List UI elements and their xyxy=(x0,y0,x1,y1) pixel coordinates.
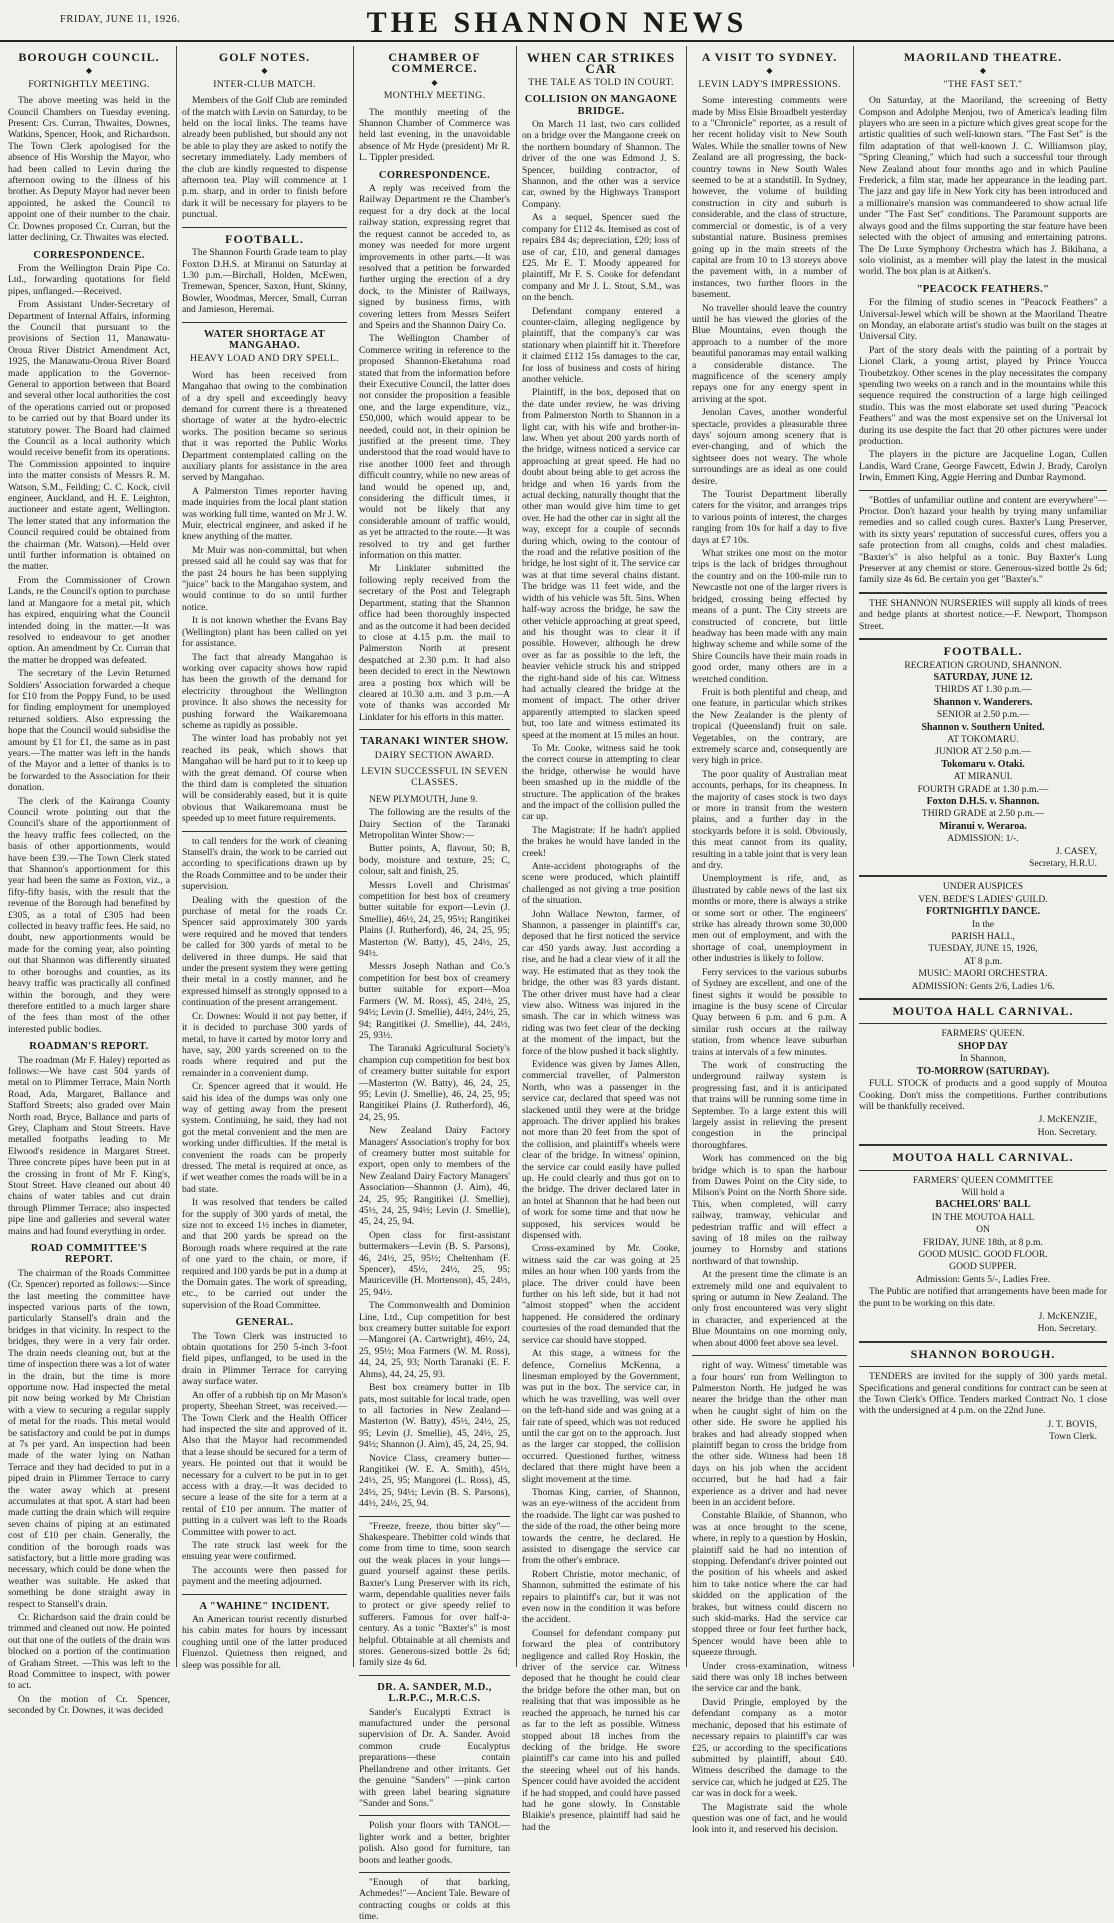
paragraph: Cr. Spencer agreed that it would. He said his idea of the dumps was only one way of getting away from the present system. Continuing, he said, they had not got the metal convenient and the men are working under difficulties. If the metal is convenient the roads can be properly dressed. The metal is required at once, as if wet weather comes the roads will be in a bad state. xyxy=(182,1081,347,1195)
section-heading: "PEACOCK FEATHERS." xyxy=(916,283,1050,295)
column-theatre-ads xyxy=(859,46,1107,1667)
article-title: GOLF NOTES. xyxy=(218,50,311,64)
ad-line: Miranui v. Weraroa. xyxy=(939,820,1027,832)
paragraph: Thomas King, carrier, of Shannon, was an eye-witness of the accident from the roadside. The light car was pushed to the side of the road, the other being more towards the centre, he declared. He assisted to disengage the service car from the other's embrace. xyxy=(522,1486,680,1567)
separator xyxy=(182,322,347,323)
divider: ◆ xyxy=(261,66,268,76)
paragraph: Work has commenced on the big bridge which is to span the harbour from Dawes Point on the City side, to Milson's Point on the North Shore side. This, when completed, will carry railway, tramway, vehicular and pedestrian traffic and will effect a saving of 18 miles on the railway journey to Hornsby and stations northward of that township. xyxy=(692,1153,847,1267)
paragraph: Ante-accident photographs of the scene were produced, which plaintiff challenged as not giving a true position of the situation. xyxy=(522,861,680,907)
ad-line: GOOD SUPPER. xyxy=(949,1261,1017,1273)
ad-line: Foxton D.H.S. v. Shannon. xyxy=(926,795,1040,807)
column-rule xyxy=(176,46,177,1667)
ad-signature: Town Clerk. xyxy=(1049,1431,1097,1443)
article-title: WHEN CAR STRIKES CAR xyxy=(526,50,676,77)
paragraph: It was resolved that tenders be called for the supply of 300 yards of metal, the size not to exceed 1½ inches in diameter, and that 200 yards be spread on the Borough roads where required at the rate of one yard to the chain, or more, if required and 100 yards be put in a dump at the Domain gates. The work of spreading, etc., to be carried out under the supervision of the Road Committee. xyxy=(182,1197,347,1311)
section-heading: COLLISION ON MANGAONE BRIDGE. xyxy=(524,94,678,117)
ad-signature: J. McKENZIE, xyxy=(1038,1311,1097,1322)
advertisement: Sander's Eucalypti Extract is manufactured under the personal supervision of Dr. A. Sander. Avoid common crude Eucalyptus preparations—these contain Phellandrene and other irritants. Get the genuine "Sanders" —pink carton with green label bearing signature "Sander and Sons." xyxy=(359,1706,510,1809)
article-title: FOOTBALL. xyxy=(225,231,304,246)
paragraph: Mr Muir was non-committal, but when pressed said all he could say was that for the past 24 hours he has been supplying "juice" back to the Mangahao system, and would continue to do so until further notice. xyxy=(182,544,347,613)
article-title: BOROUGH COUNCIL. xyxy=(18,50,160,64)
paragraph: Fruit is both plentiful and cheap, and one feature, in particular which strikes the New Zealander is the plenty of tropical (Queensland) fruit on sale. Vegetables, on the contrary, are extremely scarce and, consequently are very high in price. xyxy=(692,686,847,767)
paragraph: The winter load has probably not yet reached its peak, which shows that Mangahao will be hard put to it to keep up with the great demand. Of course when the third dam is completed the situation will be considerably eased, but it is quite obvious that Waikaremoana must be speeded up to meet future requirements. xyxy=(182,733,347,825)
article-title: A "WAHINE" INCIDENT. xyxy=(199,1600,330,1612)
paragraph: The secretary of the Levin Returned Soldiers' Association forwarded a cheque for £10 from the Poppy Fund, to be used for finding employment for unemployed returned soldiers. Also expressing the hope that the Council would subsidise the amount by £1 for £1, the same as in past years.—The matter was left in the hands of the Mayor and a letter of thanks is to be forwarded to the Association for their donation. xyxy=(8,668,170,794)
separator xyxy=(859,638,1107,640)
divider: ◆ xyxy=(979,66,987,76)
ad-line: PARISH HALL, xyxy=(951,931,1015,943)
ad-line: Admission: Gents 5/-, Ladies Free. xyxy=(915,1273,1051,1285)
paragraph: The rate struck last week for the ensuing year were confirmed. xyxy=(182,1539,347,1563)
paragraph: New Zealand Dairy Factory Managers' Association's trophy for box of creamery butter most suitable for export, open only to members of the New Zealand Dairy Factory Managers' Association—Shannon (J. Aim), 46, 24, 25, 95; Rangitikei (J. Smellie), 45½, 24, 25, 94½; Levin (J. Smellie), 45, 24, 25, 94. xyxy=(359,1125,510,1228)
ad-line: VEN. BEDE'S LADIES' GUILD. xyxy=(918,893,1048,905)
paragraph: The clerk of the Kairanga County Council wrote pointing out that the Council's share of the apportionment of the heavy traffic fees collected, on the basis of other apportionments, would have been £39.—The Town Clerk stated that Shannon's apportionment for this year had been the same as Foxton, viz., a fifty-fifty basis, with the result that the revenue of the Borough had benefited by £305, as a total of £305 had been collected in heavy traffic fees. He said, no doubt, new apportionments would be made for the coming year, also pointing out that Shannon was differently situated to other boroughs and counties, as its heavy traffic was practically all confined within the borough, and they were therefore entitled to a much larger share of the fees than most of the other interested public bodies. xyxy=(8,795,170,1035)
ad-line: FARMERS' QUEEN. xyxy=(941,1028,1025,1040)
paragraph: The chairman of the Roads Committee (Cr. Spencer) reported as follows:—Since the last meeting the committee have inspected various parts of the town, particularly Stansell's drain and the bridges in that vicinity. In respect to the bridges, they were in a very fair order. The drain needs cleaning out, but at the time of inspection there was a lot of water in the drain, but the time is more opportune now. Had inspected the metal pit now being worked by Mr Christian with a view to securing a regular supply of metal for the roads. This metal would be satisfactory and could be put in dumps at 7s per yard. An inspection had been made of the water lying on Nathan Terrace and they had decided to put in a piped drain in Plimmer Terrace to carry the water away which at present accumulates at that spot. A start had been made cutting the drain which will require seven chains of piping at an estimated cost of £10 per chain. Generally, the condition of the borough roads was satisfactory, but a little more grading was necessary, which could be done when the weather was suitable. He asked that something be done straight away in respect to Stansell's drain. xyxy=(8,1267,170,1610)
newspaper-title: THE SHANNON NEWS xyxy=(366,6,748,39)
column-rule xyxy=(853,46,854,1667)
advertisement: Polish your floors with TANOL—lighter work and a better, brighter polish. Also good for furniture, tan boots and leather goods. xyxy=(359,1820,510,1866)
divider: ◆ xyxy=(431,77,438,87)
article-subtitle: LEVIN SUCCESSFUL IN SEVEN CLASSES. xyxy=(361,765,508,789)
paragraph: Best box creamery butter in 1lb pats, most suitable for local trade, open to all factories in New Zealand—Masterton (W. Batty), 45½, 24½, 25, 95; Levin (J. Smellie), 45, 24½, 25, 94½; Shannon (J. Aim), 45, 24, 25, 94. xyxy=(359,1382,510,1451)
section-heading: ROAD COMMITTEE'S REPORT. xyxy=(30,1243,148,1266)
separator xyxy=(182,1594,347,1595)
paragraph: The Tourist Department liberally caters for the visitor, and arranges trips to various points of interest, the charges ranging from 10s for half a day to five days at £7 10s. xyxy=(692,489,847,546)
article-title: CHAMBER OF COMMERCE. xyxy=(388,50,481,76)
paragraph: At this stage, a witness for the defence, Cornelius McKenna, a linesman employed by the Government, was put in the box. The service car, in which he was travelling, was well over on the left-hand side and was going at a fair rate of speed, which was not reduced until the car got on to the approach. Just as the larger car stopped, the collision occurred. Questioned further, witness declared that there might have been a slight movement at the time. xyxy=(522,1348,680,1485)
advertisement: FULL STOCK of products and a good supply of Moutoa Cooking. Don't miss the competitions. Further contributions will be thankfully received. xyxy=(859,1078,1107,1112)
separator xyxy=(359,1872,510,1873)
paragraph: Novice Class, creamery butter—Rangitikei (W. E. A. Smith), 45½, 24½, 25, 95; Mangorei (L. Ross), 45, 24½, 25, 94½; Levin (B. S. Parsons), 44½, 24½, 25, 94. xyxy=(359,1452,510,1510)
paragraph: Under cross-examination, witness said there was only 18 inches between the service car and the bank. xyxy=(692,1660,847,1695)
ad-line: In the xyxy=(971,918,995,930)
paragraph: To Mr. Cooke, witness said he took the correct course in attempting to clear the bridge, otherwise he would have been smashed up in the middle of the structure. The application of the brakes and the impact of the collision pulled the car up. xyxy=(522,742,680,823)
paragraph: NEW PLYMOUTH, June 9. xyxy=(369,793,478,805)
paragraph: As a sequel, Spencer sued the company for £112 4s. Itemised as cost of repairs £84 4s; depreciation, £20; loss of use of car, £10, and general damages £25. Mr E. T. Moody appeared for plaintiff, Mr F. S. Cooke for defendant company and Mr J. L. Stout, S.M., was on the bench. xyxy=(522,212,680,304)
paragraph: The Shannon Fourth Grade team to play Foxton D.H.S. at Miranui on Saturday at 1.30 p.m.—Birchall, Holden, McEwen, Tremewan, Spencer, Saxon, Hunt, Skinny, Bowler, Woodmas, Mercer, Small, Curran and Jamieson, Heremai. xyxy=(182,247,347,316)
article-title: TARANAKI WINTER SHOW. xyxy=(360,736,509,748)
separator xyxy=(859,592,1107,594)
paragraph: John Wallace Newton, farmer, of Shannon, a passenger in plaintiff's car, deposed that he first noticed the service car 450 yards away. Just according a rise, and he had a clear view of it all the way. He estimated that as they took the bridge, the other was 83 yards distant. The other driver must have had a clear view also. Witness was injured in the smash. The car in which witness was riding was two feet clear of the decking at the moment of the impact, but the force of the blow pushed it back slightly. xyxy=(522,908,680,1057)
paragraph: No traveller should leave the country until he has viewed the glories of the Blue Mountains, even though the approach to a number of the more beautiful panoramas may entail walking a considerable distance. The magnificence of the scenery amply repays one for any energy spent in arriving at the spot. xyxy=(692,302,847,405)
paragraph: Counsel for defendant company put forward the plea of contributory negligence and called Roy Hoskin, the driver of the service car. Witness deposed that he thought he could clear the bridge before the other man, but on realising that that was impossible as he reached the approach, he turned his car as far to the left as possible. Witness stopped about 18 inches from the decking of the bridge. He swore plaintiff's car came into his and pulled the steering wheel out of his hands. Spencer could have avoided the accident if he had stopped, and could have passed had he gone slowly. In Constable Blaikie's presence, plaintiff had said he had the xyxy=(522,1627,680,1833)
paragraph: From the Commissioner of Crown Lands, re the Council's option to purchase land at Mangaore for a metal pit, which has expired, enquiring what the Council intended doing in the matter.—It was resolved to endeavour to get another option. An amendment by Cr. Curran that the matter be dropped was defeated. xyxy=(8,574,170,666)
paragraph: Unemployment is rife, and, as illustrated by cable news of the last six months or more, there is always a strike or some sort or other. The engineers' strike has already thrown some 30,000 men out of employment, and with the shortage of coal, unemployment in other industries is likely to follow. xyxy=(692,873,847,965)
paragraph: It is not known whether the Evans Bay (Wellington) plant has been called on yet for assistance. xyxy=(182,615,347,650)
separator xyxy=(859,1023,1107,1024)
ad-line: SATURDAY, JUNE 12. xyxy=(933,671,1033,683)
paragraph: An American tourist recently disturbed his cabin mates for hours by incessant coughing until one of the latter produced Fluenzol. Quietness then reigned, and sleep was possible for all. xyxy=(182,1614,347,1671)
paragraph: Constable Blaikie, of Shannon, who was at once brought to the scene, where, in reply to a question by Hoskin, plaintiff said he had no intention of stopping. Defendant's driver pointed out the position of his wheels and asked him to take notice where the car had skidded on the application of the brakes, but witness could discern no such skid-marks. Had the service car stopped three or four feet further back, Spencer would have been able to squeeze through. xyxy=(692,1510,847,1659)
ad-line: RECREATION GROUND, SHANNON. xyxy=(904,659,1062,671)
paragraph: Cr. Richardson said the drain could be trimmed and cleaned out now. He pointed out that one of the outlets of the drain was blocked on a portion of the continuation of Graham Street. —This was left to the Road Committee to inspect, with power to act. xyxy=(8,1612,170,1692)
ad-line: AT TOKOMARU. xyxy=(947,733,1019,745)
separator xyxy=(859,1170,1107,1171)
ad-line: Will hold a xyxy=(961,1186,1005,1198)
separator xyxy=(359,729,510,730)
advertisement-heading: FOOTBALL. xyxy=(943,644,1023,659)
column-rule xyxy=(516,46,517,1667)
separator xyxy=(182,831,347,832)
advertisement: "Freeze, freeze, thou bitter sky"—Shakespeare. Thebitter cold winds that come from time to time, soon search out the weak places in your lungs—guard yourself against these perils. Baxter's Lung Preserver with its rich, warm, dependable qualities never fails to protect or give speedy relief to sufferers. Famous for over half-a-century. As a tonic "Baxter's" is most helpful. Obtainable at all chemists and stores. Generous-sized bottle 2s 6d; family size 4s 6d. xyxy=(359,1520,510,1669)
ad-line: ADMISSION: 1/-. xyxy=(947,833,1019,845)
ad-signature: Secretary, H.R.U. xyxy=(1029,858,1097,869)
paragraph: Cr. Downes: Would it not pay better, if it is decided to purchase 300 yards of metal, to have it carted by motor lorry and have, say, 200 yards screened on to the roads where required and put the remainder in a convenient dump. xyxy=(182,1010,347,1079)
paragraph: Dealing with the question of the purchase of metal for the roads Cr. Spencer said approximately 300 yards were required and he moved that tenders be called for 300 yards of metal to be delivered in three dumps. He said that under the present system they were getting their metal in a costly manner, and he expressed himself as strongly opposed to a continuation of the present arrangement. xyxy=(182,894,347,1009)
paragraph: The poor quality of Australian meat accounts, perhaps, for its cheapness. In the majority of cases stock is two days or more in transit from the western plains, and a further day in the stockyards before it is sold. Obviously, this meat cannot from its quality, resulting in a table joint that is very lean and dry. xyxy=(692,768,847,872)
article-subtitle: MONTHLY MEETING. xyxy=(383,90,486,102)
ad-line: AT 8 p.m. xyxy=(963,955,1003,967)
paragraph: right of way. Witness' timetable was a four hours' run from Wellington to Palmerston North. He judged he was nearer the bridge than the other man when he caught sight of him on the other side. He swore he applied his brakes and had already stopped when plaintiff began to cross the bridge from the other side. Witness had been 18 days on his job when the accident occurred, but he had had a fair experience as a driver and had never been in an accident before. xyxy=(692,1360,847,1508)
paragraph: For the filming of studio scenes in "Peacock Feathers" a Universal-Jewel which will be shown at the Maoriland Theatre on Monday, an elaborate artist's studio was built on the stages at Universal City. xyxy=(859,297,1107,343)
ad-line: SHOP DAY xyxy=(958,1040,1008,1052)
article-subtitle: INTER-CLUB MATCH. xyxy=(213,78,316,90)
paragraph: A Palmerston Times reporter having made inquiries from the local plant station was working full time, wanted on Mr J. W. Muir, electrical engineer, and asked if he knew anything of the matter. xyxy=(182,485,347,543)
paragraph: The fact that already Mangahao is working over capacity shows how rapid has been the growth of the demand for electricity throughout the Wellington province. It also shows the necessity for pushing forward the Waikaremoana scheme as rapidly as possible. xyxy=(182,651,347,731)
separator xyxy=(859,875,1107,877)
ad-line: ADMISSION: Gents 2/6, Ladies 1/6. xyxy=(911,980,1055,992)
column-car-collision xyxy=(522,46,680,1833)
paragraph: Word has been received from Mangahao that owing to the combination of a dry spell and exceedingly heavy demand for current there is a threatened shortage of water at the hydro-electric works. The position became so serious that it was reported the Public Works Department contemplated calling on the auxiliary plants for assistance in the area served by Mangahao. xyxy=(182,369,347,484)
paragraph: Members of the Golf Club are reminded of the match with Levin on Saturday, to be held on the local links. The teams have already been published, but should any not be able to play they are asked to notify the secretary immediately. Lady members of the club are kindly requested to dispense afternoon tea. Play will commence at 1 p.m. sharp, and in order to finish before dark it will be necessary for players to be punctual. xyxy=(182,95,347,221)
ad-line: FRIDAY, JUNE 18th, at 8 p.m. xyxy=(923,1236,1043,1248)
ad-line: UNDER AUSPICES xyxy=(942,881,1024,893)
separator xyxy=(182,227,347,228)
separator xyxy=(859,998,1107,1000)
ad-line: BACHELORS' BALL xyxy=(935,1199,1031,1211)
paragraph: What strikes one most on the motor trips is the lack of bridges throughout the country and on the 100-mile run to Newcastle not one of the larger rivers is bridged, crossing being effected by means of a punt. The City streets are constructed of concrete, but little headway has been made with any main highway scheme and while some of the Shire Councils have their main roads in good order, many others are in a wretched condition. xyxy=(692,548,847,685)
advertisement: The Public are notified that arrangements have been made for the punt to be working on this date. xyxy=(859,1286,1107,1309)
separator xyxy=(859,1366,1107,1367)
section-heading: CORRESPONDENCE. xyxy=(378,169,491,181)
paragraph: The Commonwealth and Dominion Line, Ltd., Cup competition for best box creamery butter suitable for export—Mangorei (A. Cartwright), 46½, 24, 25, 95½; Moa Farmers (W. M. Ross), 44, 24, 25, 93; North Taranaki (E. F. Ahms), 44, 24, 25, 93. xyxy=(359,1300,510,1380)
paragraph: Ferry services to the various suburbs of Sydney are excellent, and one of the finest sights it would be possible to imagine is the busy scene of Circular Quay between 6 p.m. and 6 p.m. A similar rush occurs at the railway station, from whence leave suburban trains at intervals of a few minutes. xyxy=(692,966,847,1058)
paragraph: On the motion of Cr. Spencer, seconded by Cr. Downes, it was decided xyxy=(8,1693,170,1717)
ad-line: THIRD GRADE at 2.50 p.m.— xyxy=(921,808,1045,820)
paragraph: David Pringle, employed by the defendant company as a motor mechanic, deposed that his estimate of necessary repairs to plaintiff's car was £25, or according to the specifications submitted by plaintiff, about £40. Witness described the damage to the service car, which he judged at £25. The car was in dock for a week. xyxy=(692,1696,847,1800)
separator xyxy=(859,1341,1107,1343)
column-rule xyxy=(686,46,687,1667)
section-heading: CORRESPONDENCE. xyxy=(33,249,145,261)
advertisement: "Bottles of unfamiliar outline and content are everywhere"—Proctor. Don't hazard your health by trying many unfamiliar remedies and so called cough cures. Baxter's Lung Preserver, with its sixty years' reputation of successful cures, offers you a safe protection from all coughs, colds and chest maladies. "Baxter's" is also helpful as a tonic. Buy Baxter's Lung Preserver at any chemist or store. Generous-sized bottle 2s 6d; family size 4s 6d. Be certain you get "Baxter's." xyxy=(859,494,1107,586)
ad-line: IN THE MOUTOA HALL xyxy=(931,1211,1035,1223)
advertisement: TENDERS are invited for the supply of 300 yards metal. Specifications and general conditions for contract can be seen at the Town Clerk's Office. Tenders marked Contract No. 1 close with the undersigned at 4 p.m. on the 22nd June. xyxy=(859,1371,1107,1417)
paragraph: A reply was received from the Railway Department re the Chamber's request for a dry dock at the local railway station, expressing regret that the request cannot be acceded to, as money was needed for more urgent improvements in other parts.—It was resolved that a petition be forwarded further urging the erection of a dry dock, to the Minister of Railways, signed by business firms, with covering letters from Messrs Seifert and Speirs and the Shannon Dairy Co. xyxy=(359,183,510,331)
ad-line: GOOD MUSIC. GOOD FLOOR. xyxy=(918,1248,1048,1260)
article-title: MAORILAND THEATRE. xyxy=(903,50,1063,64)
paragraph: The Magistrate said the whole question was one of fact, and he would look into it, and reserved his decision. xyxy=(692,1801,847,1836)
column-visit-to-sydney xyxy=(692,46,847,1836)
separator xyxy=(359,1815,510,1816)
paragraph: Some interesting comments were made by Miss Elsie Broadbelt yesterday to a "Chronicle" reporter, as a result of her recent holiday visit to New South Wales. While the smaller towns of New Zealand are all progressing, the back-country towns in New South Wales seemed to be at a standstill. In Sydney, however, the volume of building construction in city and suburb is considerable, and the class of structure, commercial or domestic, is of a very substantial nature. Business premises going up in the main streets of the capital are from 10 to 13 storeys above the pavement with, in a number of instances, two further floors in the basement. xyxy=(692,95,847,301)
separator xyxy=(692,1355,847,1356)
advertisement: "Enough of that barking, Achmedes!"—Ancient Tale. Beware of contracting coughs or colds at this time. xyxy=(359,1876,510,1923)
paragraph: From the Wellington Drain Pipe Co. Ltd., forwarding quotations for field pipes, unflanged.—Received. xyxy=(8,262,170,297)
paragraph: Cross-examined by Mr. Cooke, witness said the car was going at 25 miles an hour when 100 yards from the place. The driver could have been further on his left side, but it had not "almost stopped" when the accident happened. He considered the ordinary courtesies of the road demanded that the service car should have stopped. xyxy=(522,1243,680,1346)
separator xyxy=(859,1144,1107,1146)
paragraph: The Taranaki Agricultural Society's champion cup competition for best box of creamery butter suitable for export—Masterton (W. Batty), 46, 24, 25, 95; Levin (J. Smellie), 46, 24, 25, 95; Rangitikei Plains (J. Rutherford), 46, 24, 25, 95. xyxy=(359,1043,510,1123)
paragraph: Mr Linklater submitted the following reply received from the secretary of the Post and Telegraph Department, stating that the Shannon office had been thoroughly inspected and as the outcome it had been decided to close at 4.15 p.m. the mail to Palmerston North at present despatched at 2.30 p.m. It had also been decided to erect in the Newtown area a posting box which will be cleared at 10.30 a.m. and 3 p.m.—A vote of thanks was accorded Mr Linklater for his efforts in this matter. xyxy=(359,563,510,723)
paragraph: The monthly meeting of the Shannon Chamber of Commerce was held last evening, in the unavoidable absence of Mr Hyde (president) Mr R. L. Tippler presided. xyxy=(359,106,510,164)
paragraph: From Assistant Under-Secretary of Department of Internal Affairs, informing the Council that pursuant to the provisions of Section 11, Manawatu-Oroua River District Amendment Act, 1925, the Manawatu-Oroua River Board made application to the Governor-General to apportion between that Board and several other local authorities the cost of the operations carried out or proposed to be carried out by that Board under its statutory power. The Board had claimed the Council as a local authority which would receive benefit from its operations. The Commission appointed to inquire into the matter consists of Messrs R. M. Watson, S.M., Feilding; C. C. Kock, civil engineer, Auckland, and H. E. Leighton, auctioneer and estate agent, Wellington. The letter stated that any information the Council required could be obtained from the chairman (Mr. Watson).—Held over until further information is obtained on the matter. xyxy=(8,299,170,573)
ad-line: THIRDS AT 1.30 p.m.— xyxy=(934,684,1032,696)
section-heading: GENERAL. xyxy=(235,1317,294,1329)
paragraph: The Town Clerk was instructed to obtain quotations for 250 5-inch 3-foot field pipes, unflanged, to be used in the drain in Plimmer Terrace for carrying away surface water. xyxy=(182,1330,347,1388)
paragraph: Open class for first-assistant buttermakers—Levin (B. S. Parsons), 46, 24½, 25, 95½; Cheltenham (F. Spencer), 45½, 24½, 25, 95; Mauriceville (H. Mortenson), 45, 24½, 25, 94½. xyxy=(359,1229,510,1298)
paragraph: The above meeting was held in the Council Chambers on Tuesday evening. Present: Crs. Curran, Thwaites, Downes, Watkins, Spencer, Hook, and Richardson. The Town Clerk apologised for the absence of His Worship the Mayor, who had been called to Levin during the afternoon owing to the illness of his brother. As Deputy Mayor had never been appointed, he asked the Council to appoint one of their number to the chair. Cr. Downes proposed Cr. Curran, but the latter declining, Cr. Thwaites was elected. xyxy=(8,95,170,244)
column-golf-football-water xyxy=(182,46,347,1671)
article-subtitle: HEAVY LOAD AND DRY SPELL. xyxy=(190,353,339,365)
paragraph: On Saturday, at the Maoriland, the screening of Betty Compson and Adolphe Menjou, two of America's leading film players who are seen in a picture which gives great scope for the artistic qualities of such well-known stars. "The Fast Set" is the film adaptation of that well-known J. C. Williamson play, "Spring Cleaning," which had such a successful tour through New Zealand about four months ago and in which Pauline Frederick, a film star, made her appearance in the leading part. The jazz and gay life in New York city has been introduced and a millionaire's mansion was commandeered to show actual life under "The Fast Set" conditions. The Paramount supports are always good and the films supporting the star feature have been selected with the object of amusing and entertaining patrons. The De Luxe Symphony Orchestra which has J. Bikihana, a solo violinist, as a member will play the latest in the musical world. The box plan is at Aitken's. xyxy=(859,95,1107,278)
advertisement-heading: SHANNON BOROUGH. xyxy=(910,1346,1056,1361)
advertisement-heading: DR. A. SANDER, M.D., L.R.P.C., M.R.C.S. xyxy=(377,1681,492,1705)
paragraph: The roadman (Mr F. Haley) reported as follows:—We have cast 504 yards of metal on to Plimmer Terrace, Main North Road, Ada, Margaret, Ballance and Stafford Streets; also graded over Main North road, Bryce, Ballance and parts of Grey, Clapham and Stout Streets. Have metalled footpaths leading to Mr Elwood's residence in Margaret Street. Three concrete pipes have been put in at the crossing in front of Mr F. King's, Stout Street. Have cleaned out about 40 chains of water tables and cut drain through Plimmer Terrace; also inspected pipe line and galleries and several water mains and had found everything in order. xyxy=(8,1054,170,1237)
ad-signature: J. McKENZIE, xyxy=(1038,1114,1097,1126)
column-borough-council xyxy=(8,46,170,1717)
paragraph: to call tenders for the work of cleaning Stansell's drain, the work to be carried out according to specifications drawn up by the Roads Committee and to be under their supervision. xyxy=(182,835,347,893)
ad-line: TO-MORROW (SATURDAY). xyxy=(916,1065,1050,1077)
article-subtitle: "THE FAST SET." xyxy=(943,78,1023,90)
column-chamber-of-commerce xyxy=(359,46,510,1923)
separator xyxy=(359,1516,510,1517)
ad-line: SENIOR at 2.50 p.m.— xyxy=(936,709,1030,721)
ad-signature: J. T. BOVIS, xyxy=(1047,1418,1097,1430)
paragraph: Messrs Joseph Nathan and Co.'s competition for best box of creamery butter suitable for export—Moa Farmers (W. M. Ross), 45, 24½, 25, 94½; Levin (J. Smellie), 44½, 24½, 25, 94; Rangitikei (J. Smellie), 44, 24½, 25, 93½. xyxy=(359,961,510,1041)
ad-line: FORTNIGHTLY DANCE. xyxy=(926,906,1040,918)
ad-line: Shannon v. Southern United. xyxy=(921,721,1045,733)
paragraph: At the present time the climate is an extremely mild one and equivalent to spring or autumn in New Zealand. The only frost encountered was very slight in character, and experienced at the Blue Mountains on one morning only, when about 4000 feet above sea level. xyxy=(692,1269,847,1349)
paragraph: Defendant company entered a counter-claim, alleging negligence by plaintiff, that the company's car was stationary when plaintiff hit it. Therefore it claimed £112 15s damages to the car, for loss of business and costs of hiring another vehicle. xyxy=(522,305,680,385)
paragraph: Butter points, A, flavour, 50; B, body, moisture and texture, 25; C, colour, salt and finish, 25. xyxy=(359,843,510,878)
masthead xyxy=(0,0,1114,42)
ad-line: ON xyxy=(976,1224,990,1236)
issue-date: FRIDAY, JUNE 11, 1926. xyxy=(60,14,181,25)
article-subtitle: FORTNIGHTLY MEETING. xyxy=(28,78,150,90)
paragraph: The players in the picture are Jacqueline Logan, Cullen Landis, Ward Crane, George Fawcett, Edwin J. Brady, Carolyn Irwin, Emmett King, Aggie Herring and Dunbar Raymond. xyxy=(859,449,1107,484)
paragraph: The accounts were then passed for payment and the meeting adjourned. xyxy=(182,1564,347,1588)
ad-line: JUNIOR AT 2.50 p.m.— xyxy=(935,746,1031,758)
paragraph: The Magistrate: If he hadn't applied the brakes he would have landed in the creek! xyxy=(522,824,680,859)
article-subtitle: THE TALE AS TOLD IN COURT. xyxy=(528,76,674,88)
separator xyxy=(859,490,1107,491)
ad-signature: Hon. Secretary. xyxy=(1037,1126,1097,1138)
paragraph: Part of the story deals with the painting of a portrait by Lionel Clark, a young artist, played by Prince Youcca Troubetzkoy. Other scenes in the play necessitates the company spending two weeks on a ranch and in the mountains while this sequence required the construction of a large high ceilinged studio. This was the most elaborate set used during "Peacock Feathers" and was the most expensive set on the Universal lot during its use despite the fact that 20 other pictures were under production. xyxy=(859,344,1107,447)
paragraph: Plaintiff, in the box, deposed that on the date under review, he was driving from Palmerston North to Shannon in a light car, with his wife and brother-in-law. When yet about 200 yards north of the bridge, witness noticed a service car approaching at great speed. He had no doubt about being able to get across the bridge and when 16 yards from the actual decking, naturally thought that the other man would give him time to get over. He had the other car in sight all the way, except for a couple of seconds during which, owing to the contour of the road and the relative position of the bridge, he lost sight of it. The service car was at that time several chains distant. The bridge was 11 feet wide, and the width of his vehicle was 5ft. 5ins. When half-way across the bridge, he saw the other vehicle approaching at great speed, and his thought was to clear it if possible. However, although he drew over as far as possible to the left, the heavier vehicle struck his and stripped the right-hand side of his car. Witness had actually cleared the bridge at the moment of impact. The other driver apparently attempted to slacken speed but, too late and witness estimated its speed at the moment at 15 miles an hour. xyxy=(522,387,680,741)
paragraph: Evidence was given by James Allen, commercial traveller, of Palmerston North, who was a passenger in the service car, declared that speed was not slackened until they were at the bridge approach. The driver applied his brakes not more than 20 feet from the spot of the collision, and plaintiff's wheels were clear of the bridge. In witness' opinion, the service car could easily have pulled up. He could clearly and thus got on to the bridge. The driver declared later in an hotel at Shannon that he had been out of work for some time and that now he supposed, his services would be dispensed with. xyxy=(522,1058,680,1242)
paragraph: An offer of a rubbish tip on Mr Mason's property, Sheehan Street, was received.—The Town Clerk and the Health Officer had inspected the site and approved of it. Also that the Mayor had recommended that a lease should be secured for a term of years. He pointed out that it would be necessary for a culvert to be put in to get access with a dray.—It was decided to secure a lease of the site for a term at a rental of £10 per annum. The matter of putting in a culvert was left to the Roads Committee with power to act. xyxy=(182,1389,347,1538)
ad-line: FARMERS' QUEEN COMMITTEE xyxy=(912,1174,1054,1186)
article-title: WATER SHORTAGE AT MANGAHAO. xyxy=(203,328,326,351)
advertisement: THE SHANNON NURSERIES will supply all kinds of trees and hedge plants at shortest notice.—F. Newport, Thompson Street. xyxy=(859,597,1107,632)
ad-line: FOURTH GRADE at 1.30 p.m.— xyxy=(917,783,1049,795)
ad-signature: Hon. Secretary. xyxy=(1037,1323,1097,1335)
ad-line: In Shannon, xyxy=(959,1053,1007,1065)
paragraph: The Wellington Chamber of Commerce writing in reference to the proposed Shannon-Eketahuna road stated that from the information before their Executive Council, the latter does not consider the proposition a feasible one, and the large expenditure, viz., £50,000, which would appear to be needed, could not, in their opinion be justified at the present time. They understood that the road would have to rise another 1000 feet and through difficult country, while no new areas of land would be opened up, and, considering the difficult times, it would not be likely that any considerable amount of traffic would, as yet be attracted to the route.—It was resolved to try and get further information on this matter. xyxy=(359,333,510,562)
advertisement-heading: MOUTOA HALL CARNIVAL. xyxy=(892,1004,1074,1019)
divider: ◆ xyxy=(766,66,773,76)
column-rule xyxy=(353,46,354,1667)
ad-line: Shannon v. Wanderers. xyxy=(933,696,1033,708)
paragraph: The work of constructing the underground railway system is progressing fast, and it is anticipated that trains will be running some time in September. To a large extent this will largely assist in relieving the present congestion in the principal thoroughfares. xyxy=(692,1059,847,1151)
article-subtitle: DAIRY SECTION AWARD. xyxy=(374,749,495,761)
divider: ◆ xyxy=(85,66,93,76)
paragraph: On March 11 last, two cars collided on a bridge over the Mangaone creek on the northern boundary of Shannon. The driver of the one was Edmond J. S. Spencer, building contractor, of Shannon, and the other was a service car, owned by the Highways Transport Company. xyxy=(522,119,680,210)
separator xyxy=(359,1675,510,1676)
ad-line: MUSIC: MAORI ORCHESTRA. xyxy=(918,968,1048,980)
section-heading: ROADMAN'S REPORT. xyxy=(29,1041,149,1053)
ad-signature: J. CASEY, xyxy=(1055,845,1097,857)
ad-line: TUESDAY, JUNE 15, 1926, xyxy=(928,943,1038,955)
article-title: A VISIT TO SYDNEY. xyxy=(701,50,838,64)
paragraph: The following are the results of the Dairy Section of the Taranaki Metropolitan Winter Show:— xyxy=(359,807,510,841)
paragraph: Messrs Lovell and Christmas' competition for best box of creamery butter suitable for export—Levin (J. Smellie), 46½, 24, 25, 95½; Rangitikei Plains (J. Rutherford), 46, 24, 25, 95; Masterton (W. Batty), 45, 24½, 25, 94½. xyxy=(359,879,510,960)
advertisement-heading: MOUTOA HALL CARNIVAL. xyxy=(892,1150,1074,1165)
ad-line: Tokomaru v. Otaki. xyxy=(941,758,1025,770)
article-subtitle: LEVIN LADY'S IMPRESSIONS. xyxy=(698,78,841,90)
paragraph: Jenolan Caves, another wonderful spectacle, provides a pleasurable three days' sojourn among scenery that is ever-changing, and of which the sightseer does not weary. The whole surroundings are as ideal as one could desire. xyxy=(692,407,847,487)
paragraph: Robert Christie, motor mechanic, of Shannon, submitted the estimate of his repairs to plaintiff's car, but it was not even now in the condition it was before the accident. xyxy=(522,1568,680,1626)
ad-line: AT MIRANUI. xyxy=(953,771,1013,783)
